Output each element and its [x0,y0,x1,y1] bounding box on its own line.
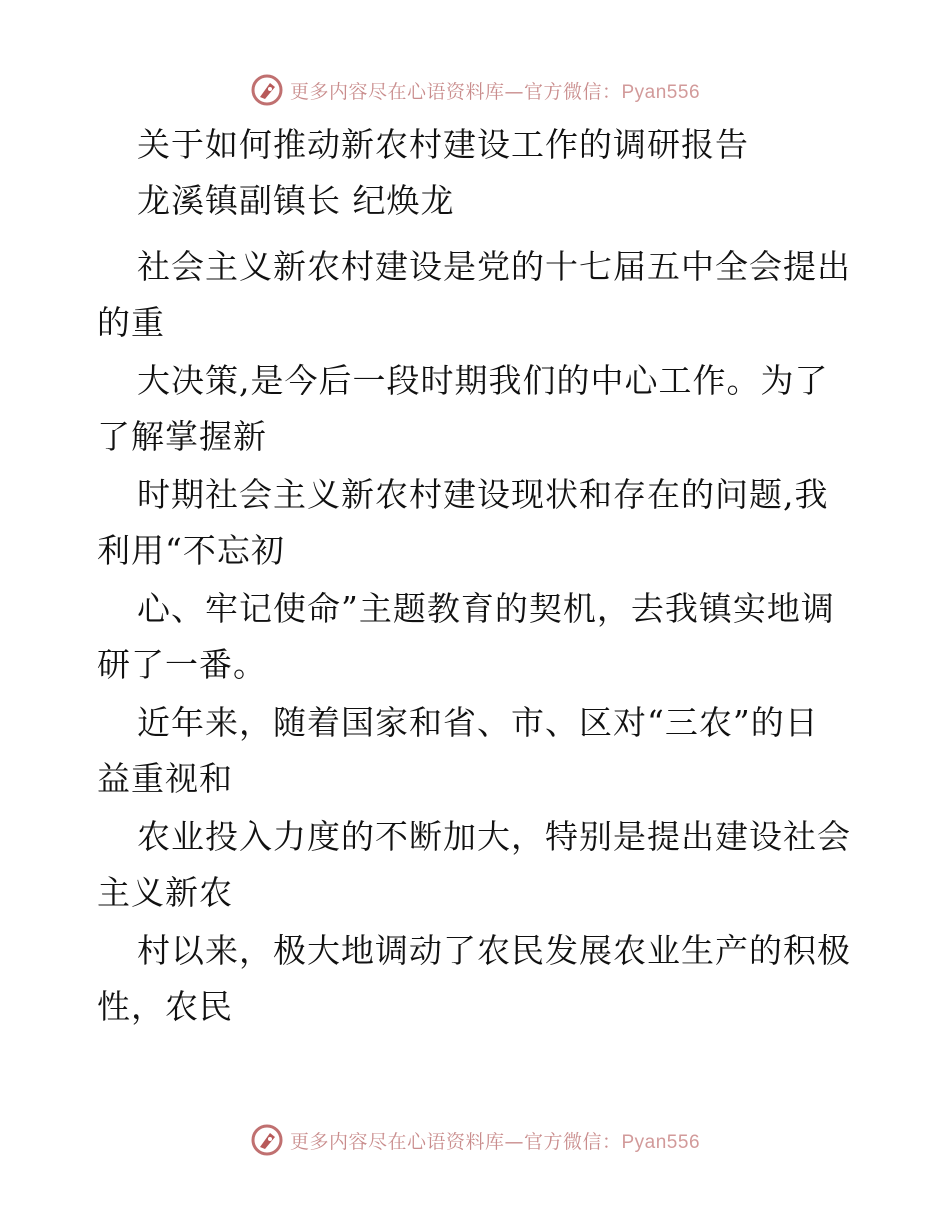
text-line: 近年来，随着国家和省、市、区对“三农”的日 [137,703,819,742]
text-line: 性，农民 [97,987,233,1026]
text-line: 主义新农 [97,873,233,912]
text-line: 大决策,是今后一段时期我们的中心工作。为了 [137,361,829,400]
header-watermark [0,70,950,110]
text-line: 村以来，极大地调动了农民发展农业生产的积极 [137,931,851,970]
text-line: 研了一番。 [97,645,267,684]
watermark-text: 更多内容尽在心语资料库—官方微信：Pyan556 [289,80,701,103]
document-title: 关于如何推动新农村建设工作的调研报告 [137,125,749,164]
text-line: 时期社会主义新农村建设现状和存在的问题,我 [137,475,829,514]
author-line: 龙溪镇副镇长 纪焕龙 [137,181,455,220]
text-line: 社会主义新农村建设是党的十七届五中全会提出 [137,247,851,286]
footer-watermark [0,1120,950,1160]
pen-nib-logo-icon [250,1123,284,1157]
watermark-text: 更多内容尽在心语资料库—官方微信：Pyan556 [289,1130,701,1153]
pen-nib-logo-icon [250,73,284,107]
text-line: 农业投入力度的不断加大，特别是提出建设社会 [137,817,851,856]
text-line: 的重 [97,303,165,342]
text-line: 利用“不忘初 [97,531,285,570]
text-line: 了解掌握新 [97,417,267,456]
text-line: 心、牢记使命”主题教育的契机，去我镇实地调 [137,589,835,628]
text-line: 益重视和 [97,759,233,798]
